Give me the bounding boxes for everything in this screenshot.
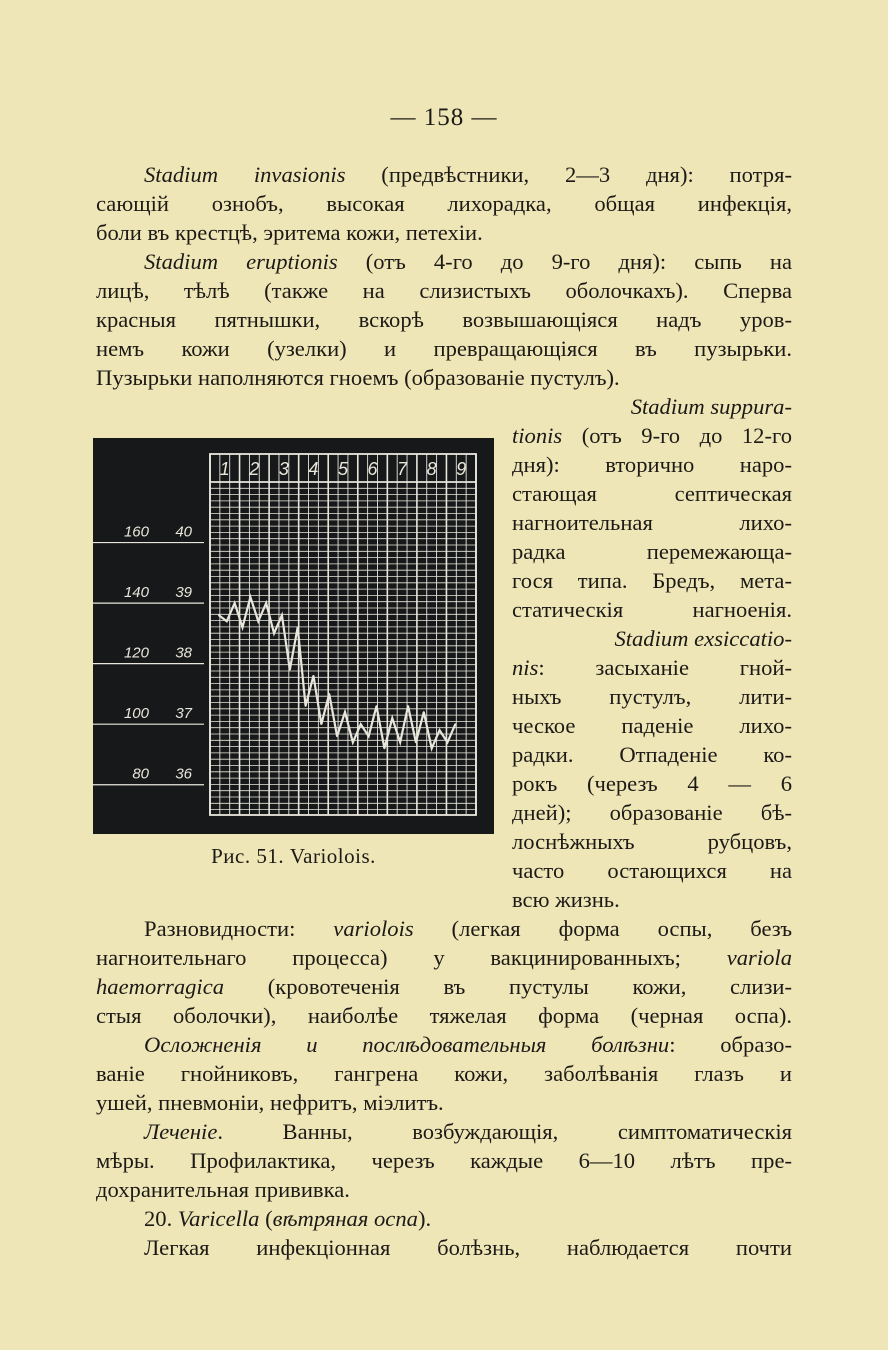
temperature-point — [289, 669, 291, 671]
day-label: 5 — [337, 459, 349, 479]
text-line: нагноительная лихо- — [512, 510, 792, 535]
pulse-label: 100 — [123, 705, 149, 723]
text-line: дохранительная прививка. — [96, 1177, 350, 1202]
day-label: 1 — [219, 459, 230, 479]
page-number: — 158 — — [390, 104, 498, 131]
temperature-label: 37 — [175, 705, 192, 723]
text-line: гося типа. Бредъ, мета- — [512, 568, 792, 593]
temperature-point — [344, 711, 346, 713]
figure-caption: Рис. 51. Variolois. — [211, 844, 376, 868]
temperature-point — [391, 717, 393, 719]
text-line: боли въ крестцѣ, эритема кожи, петехіи. — [96, 220, 483, 245]
text-line: 20. Varicella (вѣтряная оспа). — [144, 1206, 432, 1231]
day-label: 4 — [308, 459, 319, 479]
text-line: статическія нагноенія. — [512, 597, 792, 622]
text-line: haemorragica (кровотеченія въ пустулы кожи, слизи- — [96, 974, 792, 999]
temperature-point — [249, 596, 251, 598]
text-line: всю жизнь. — [512, 887, 620, 912]
temperature-point — [439, 729, 441, 731]
temperature-curve — [219, 597, 455, 748]
text-line: часто остающихся на — [512, 858, 792, 883]
text-line: nis: засыханіе гной- — [512, 655, 792, 680]
text-line: нагноительнаго процесса) у вакцинированныхъ; variola — [96, 945, 792, 970]
text-line: дней); образованіе бѣ- — [512, 800, 792, 825]
text-line: лицѣ, тѣлѣ (также на слизистыхъ оболочкахъ). Сперва — [96, 278, 792, 303]
temperature-point — [257, 620, 259, 622]
temperature-label: 40 — [175, 523, 192, 541]
pulse-label: 140 — [123, 584, 149, 602]
text-line: радки. Отпаденіе ко- — [512, 742, 792, 767]
grid-border — [210, 454, 476, 815]
text-line: рокъ (черезъ 4 — 6 — [512, 771, 792, 796]
temperature-point — [454, 723, 456, 725]
temperature-point — [234, 602, 236, 604]
text-line: стыя оболочки), наиболѣе тяжелая форма (черная оспа). — [96, 1003, 792, 1028]
temperature-label: 36 — [175, 765, 192, 783]
temperature-point — [447, 741, 449, 743]
text-line: Stadium eruptionis (отъ 4-го до 9-го дня): сыпь на — [144, 249, 792, 274]
text-line: Stadium invasionis (предвѣстники, 2—3 дня): потря- — [144, 162, 793, 187]
text-line: мѣры. Профилактика, черезъ каждые 6—10 лѣтъ пре- — [96, 1148, 792, 1173]
temperature-point — [218, 614, 220, 616]
text-line: стающая септическая — [512, 481, 792, 506]
text-line: сающій ознобъ, высокая лихорадка, общая инфекція, — [96, 191, 792, 216]
temperature-point — [226, 620, 228, 622]
text-line: ушей, пневмоніи, нефритъ, міэлитъ. — [96, 1090, 444, 1115]
temperature-point — [297, 626, 299, 628]
day-label: 6 — [367, 459, 378, 479]
pulse-label: 120 — [123, 644, 149, 662]
temperature-point — [376, 705, 378, 707]
temperature-point — [423, 711, 425, 713]
text-line: Леченіе. Ванны, возбуждающія, симптоматическія — [144, 1119, 792, 1144]
day-label: 8 — [426, 459, 437, 479]
temperature-point — [313, 675, 315, 677]
text-line: Stadium suppura- — [630, 394, 792, 419]
day-label: 3 — [278, 459, 289, 479]
temperature-point — [360, 723, 362, 725]
text-line: немъ кожи (узелки) и превращающіяся въ пузырьки. — [96, 336, 792, 361]
temperature-point — [281, 614, 283, 616]
text-line: Осложненія и послѣдовательныя болѣзни: образо- — [144, 1032, 792, 1057]
temperature-point — [383, 748, 385, 750]
temperature-point — [265, 602, 267, 604]
temperature-point — [407, 705, 409, 707]
text-line: Stadium exsiccatio- — [614, 626, 792, 651]
temperature-point — [328, 693, 330, 695]
temperature-chart — [93, 438, 494, 834]
day-label: 9 — [456, 459, 467, 479]
temperature-point — [415, 741, 417, 743]
text-line: дня): вторично наро- — [512, 452, 792, 477]
text-line: Разновидности: variolois (легкая форма оспы, безъ — [144, 916, 793, 941]
temperature-point — [273, 632, 275, 634]
text-line: ныхъ пустулъ, лити- — [512, 684, 792, 709]
chart-svg — [93, 438, 494, 834]
temperature-point — [320, 723, 322, 725]
temperature-point — [352, 741, 354, 743]
text-line: Пузырьки наполняются гноемъ (образованіе пустулъ). — [96, 365, 620, 390]
temperature-point — [242, 626, 244, 628]
text-line: Легкая инфекціонная болѣзнь, наблюдается почти — [144, 1235, 792, 1260]
temperature-point — [431, 748, 433, 750]
temperature-point — [336, 735, 338, 737]
temperature-point — [305, 705, 307, 707]
day-label: 7 — [397, 459, 408, 479]
pulse-label: 160 — [123, 523, 149, 541]
text-line: лоснѣжныхъ рубцовъ, — [512, 829, 792, 854]
temperature-point — [368, 735, 370, 737]
pulse-label: 80 — [132, 765, 149, 783]
text-line: радка перемежающа- — [512, 539, 792, 564]
text-line: красныя пятнышки, вскорѣ возвышающіяся надъ уров- — [96, 307, 792, 332]
text-line: tionis (отъ 9-го до 12-го — [512, 423, 792, 448]
day-label: 2 — [249, 459, 260, 479]
temperature-point — [399, 741, 401, 743]
temperature-label: 39 — [175, 584, 192, 602]
text-line: ваніе гнойниковъ, гангрена кожи, заболѣванія глазъ и — [96, 1061, 792, 1086]
temperature-label: 38 — [175, 644, 192, 662]
text-line: ческое паденіе лихо- — [512, 713, 792, 738]
